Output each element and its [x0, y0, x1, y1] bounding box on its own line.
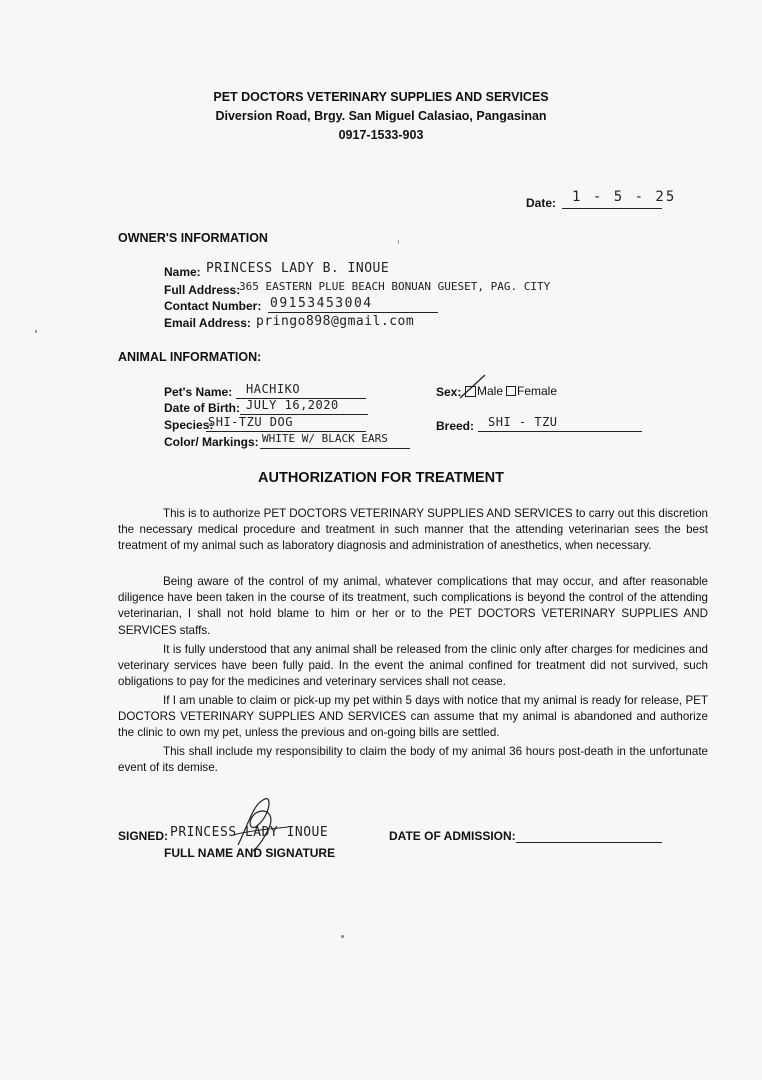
owner-section-title: OWNER'S INFORMATION — [118, 231, 268, 245]
scan-speck — [341, 935, 344, 938]
color-underline — [260, 448, 410, 449]
admission-date-label: DATE OF ADMISSION: — [389, 829, 516, 843]
authorization-paragraph-2: Being aware of the control of my animal, whatever complications that may occur, and after reasonable diligence have been taken in the course of its treatment, such complications is beyond the control of the attending veterinarian, I shall not hold blame to him or her or to the PET DOCTORS VETERINARY SUPPLIES AND SERVICES staffs. — [118, 575, 708, 637]
authorization-title: AUTHORIZATION FOR TREATMENT — [258, 470, 504, 486]
dob-value: JULY 16,2020 — [246, 398, 339, 412]
scan-speck — [398, 240, 399, 244]
owner-contact-label: Contact Number: — [164, 299, 262, 313]
owner-contact-value: 09153453004 — [270, 296, 373, 311]
company-phone: 0917-1533-903 — [338, 128, 424, 142]
color-value: WHITE W/ BLACK EARS — [262, 432, 388, 445]
date-underline — [562, 208, 662, 209]
sex-female-label: Female — [517, 384, 558, 398]
species-label: Species: — [164, 418, 214, 432]
contact-underline — [268, 312, 438, 313]
breed-label: Breed: — [436, 419, 475, 433]
authorization-paragraph-1: This is to authorize PET DOCTORS VETERINARY SUPPLIES AND SERVICES to carry out this discretion the necessary medical procedure and treatment in such manner that the attending veterinarian sees the best treatment of my animal such as laboratory diagnosis and administration of anesthetics, when necessary. — [118, 507, 708, 553]
authorization-paragraph-5: This shall include my responsibility to claim the body of my animal 36 hours post-death in the unfortunate event of its demise. — [118, 745, 708, 775]
animal-section-title: ANIMAL INFORMATION: — [118, 350, 262, 364]
pet-name-value: HACHIKO — [246, 382, 301, 396]
sex-female-checkbox[interactable] — [506, 386, 516, 396]
sex-label: Sex: — [436, 385, 462, 399]
date-label: Date: — [526, 196, 557, 210]
signature-caption: FULL NAME AND SIGNATURE — [164, 846, 336, 860]
dob-label: Date of Birth: — [164, 401, 240, 415]
color-label: Color/ Markings: — [164, 435, 259, 449]
owner-name-label: Name: — [164, 265, 201, 279]
owner-address-value: 365 EASTERN PLUE BEACH BONUAN GUESET, PAG. CITY — [239, 280, 551, 293]
owner-email-value: pringo898@gmail.com — [256, 314, 415, 329]
breed-value: SHI - TZU — [488, 415, 558, 429]
company-name: PET DOCTORS VETERINARY SUPPLIES AND SERVICES — [213, 90, 549, 104]
date-value: 1 - 5 - 25 — [572, 189, 677, 205]
signed-label: SIGNED: — [118, 829, 169, 843]
admission-date-underline — [516, 842, 662, 843]
species-value: SHI-TZU DOG — [208, 415, 293, 429]
owner-name-value: PRINCESS LADY B. INOUE — [206, 261, 390, 276]
owner-email-label: Email Address: — [164, 316, 251, 330]
breed-underline — [478, 431, 642, 432]
owner-address-label: Full Address: — [164, 283, 241, 297]
authorization-paragraph-4: If I am unable to claim or pick-up my pet within 5 days with notice that my animal is ready for release, PET DOCTORS VETERINARY SUPPLIES AND SERVICES can assume that my animal is abandoned and authorize the clinic to own my pet, unless the previous and on-going bills are settled. — [118, 694, 708, 740]
sex-male-label: Male — [477, 384, 504, 398]
handwritten-signature — [228, 785, 298, 855]
pet-name-label: Pet's Name: — [164, 385, 233, 399]
company-address: Diversion Road, Brgy. San Miguel Calasiao, Pangasinan — [215, 109, 547, 123]
authorization-paragraph-3: It is fully understood that any animal shall be released from the clinic only after charges for medicines and veterinary services have been fully paid. In the event the animal confined for treatment did not survived, such obligations to pay for the medicines and veterinary services shall not cease. — [118, 643, 708, 689]
scan-speck — [35, 330, 37, 333]
signed-name-value: PRINCESS LADY INOUE — [170, 825, 329, 840]
